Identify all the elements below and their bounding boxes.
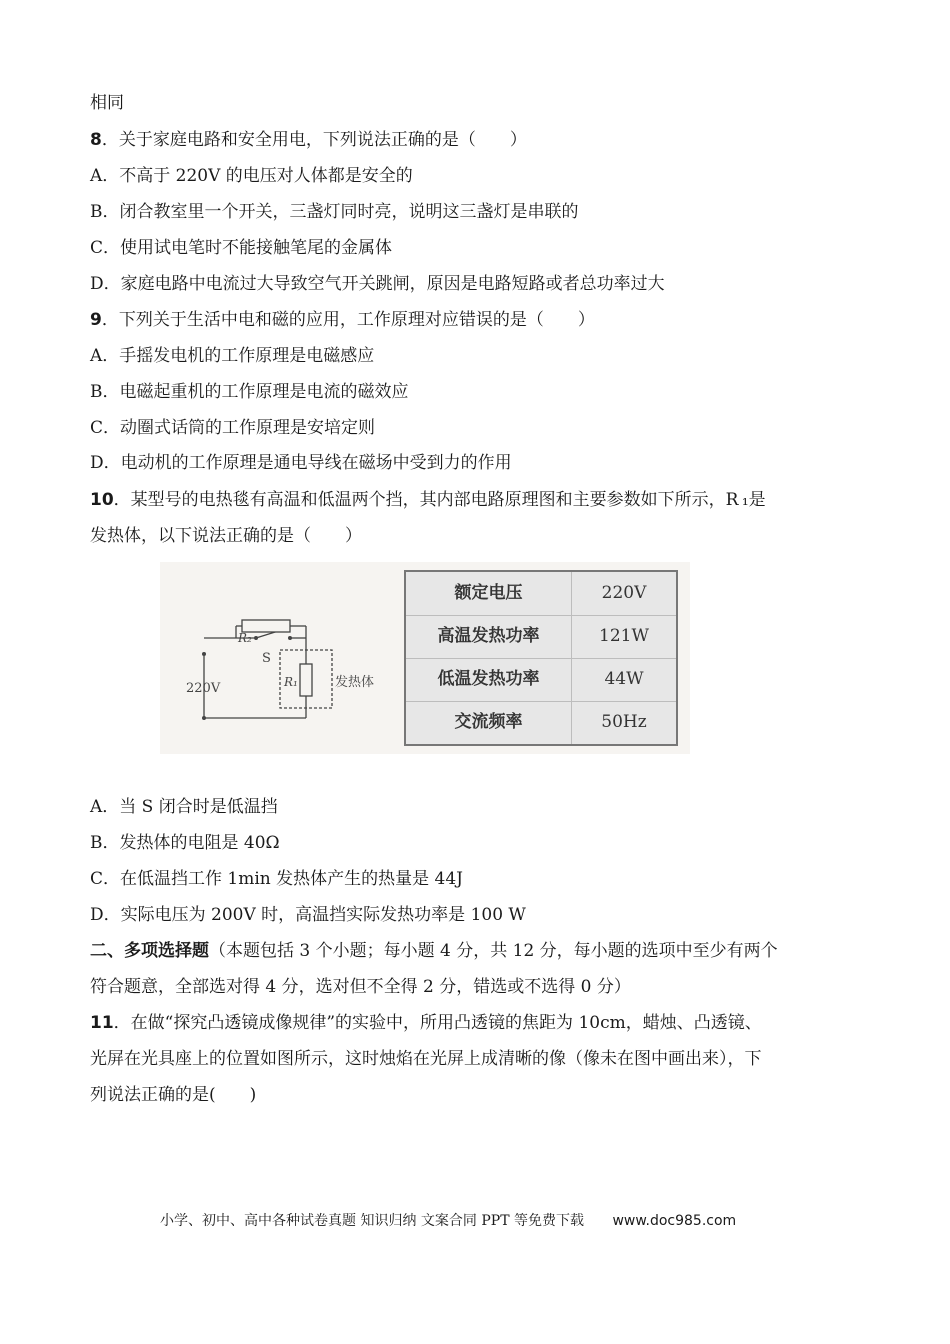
text-line (90, 489, 766, 511)
question-number: 10 (90, 490, 114, 510)
question-number: 9 (90, 310, 102, 330)
line-text: 相同 (90, 93, 124, 113)
table-row (406, 615, 676, 659)
table-value: 220V (601, 583, 647, 603)
line-text: D．电动机的工作原理是通电导线在磁场中受到力的作用 (90, 453, 512, 473)
text-line (90, 940, 778, 962)
text-line (90, 417, 375, 439)
line-text: ．下列关于生活中电和磁的应用，工作原理对应错误的是（ ） (101, 310, 595, 330)
line-text: A．不高于 220V 的电压对人体都是安全的 (90, 166, 413, 186)
table-value: 50Hz (601, 712, 647, 732)
line-text: B．闭合教室里一个开关，三盏灯同时亮，说明这三盏灯是串联的 (90, 202, 579, 222)
question-number: 11 (90, 1013, 114, 1033)
parameter-table (404, 570, 678, 746)
text-line (90, 1012, 762, 1034)
text-line (90, 237, 392, 259)
text-line (90, 201, 579, 223)
terminal-bottom (202, 716, 206, 720)
table-key: 低温发热功率 (406, 658, 572, 701)
line-text: A．当 S 闭合时是低温挡 (90, 797, 278, 817)
text-line (90, 832, 280, 854)
r2-label: R₂ (238, 631, 252, 645)
terminal-top (202, 652, 206, 656)
line-text: B．电磁起重机的工作原理是电流的磁效应 (90, 382, 409, 402)
line-text: ．某型号的电热毯有高温和低温两个挡，其内部电路原理图和主要参数如下所示，R ₁是 (113, 490, 766, 510)
footer-text: 小学、初中、高中各种试卷真题 知识归纳 文案合同 PPT 等免费下载 (160, 1213, 584, 1229)
text-line (90, 92, 124, 114)
line-text: （本题包括 3 个小题；每小题 4 分，共 12 分，每小题的选项中至少有两个 (209, 941, 778, 961)
line-text: D．实际电压为 200V 时，高温挡实际发热功率是 100 W (90, 905, 526, 925)
text-line (90, 904, 526, 926)
table-key: 额定电压 (406, 572, 572, 615)
line-text: 发热体，以下说法正确的是（ ） (90, 526, 362, 546)
line-text: 符合题意，全部选对得 4 分，选对但不全得 2 分，错选或不选得 0 分） (90, 977, 631, 997)
switch-label: S (262, 651, 271, 666)
text-line (90, 525, 362, 547)
line-text: C．动圈式话筒的工作原理是安培定则 (90, 418, 376, 438)
text-line (90, 868, 463, 890)
table-row (406, 701, 676, 744)
footer-url[interactable]: www.doc985.com (612, 1213, 737, 1229)
line-text: A．手摇发电机的工作原理是电磁感应 (90, 346, 375, 366)
question-number: 8 (90, 130, 102, 150)
table-key: 交流频率 (406, 701, 572, 744)
line-text: D．家庭电路中电流过大导致空气开关跳闸，原因是电路短路或者总功率过大 (90, 274, 665, 294)
line-text: ．关于家庭电路和安全用电，下列说法正确的是（ ） (101, 130, 527, 150)
section-heading: 二、多项选择题 (90, 941, 209, 961)
voltage-label: 220V (186, 681, 221, 696)
table-value: 44W (604, 669, 644, 689)
line-text: C．使用试电笔时不能接触笔尾的金属体 (90, 238, 393, 258)
r1-resistor (300, 664, 312, 696)
text-line (90, 273, 665, 295)
page-footer (160, 1211, 736, 1231)
line-text: B．发热体的电阻是 40Ω (90, 833, 280, 853)
heater-label: 发热体 (335, 675, 375, 690)
text-line (90, 1084, 256, 1106)
table-row (406, 572, 676, 616)
line-text: 列说法正确的是( ) (90, 1085, 257, 1105)
text-line (90, 129, 527, 151)
circuit-diagram (160, 562, 404, 754)
table-value: 121W (599, 626, 649, 646)
line-text: C．在低温挡工作 1min 发热体产生的热量是 44J (90, 869, 463, 889)
text-line (90, 345, 374, 367)
line-text: ．在做“探究凸透镜成像规律”的实验中，所用凸透镜的焦距为 10cm，蜡烛、凸透镜、 (113, 1013, 762, 1033)
text-line (90, 381, 409, 403)
text-line (90, 796, 278, 818)
text-line (90, 1048, 762, 1070)
text-line (90, 165, 413, 187)
table-row (406, 658, 676, 702)
line-text: 光屏在光具座上的位置如图所示，这时烛焰在光屏上成清晰的像（像未在图中画出来），下 (90, 1049, 762, 1069)
text-line (90, 309, 595, 331)
circuit-figure (160, 562, 690, 754)
text-line (90, 452, 512, 474)
table-key: 高温发热功率 (406, 615, 572, 658)
r1-label: R₁ (284, 675, 298, 689)
text-line (90, 976, 631, 998)
